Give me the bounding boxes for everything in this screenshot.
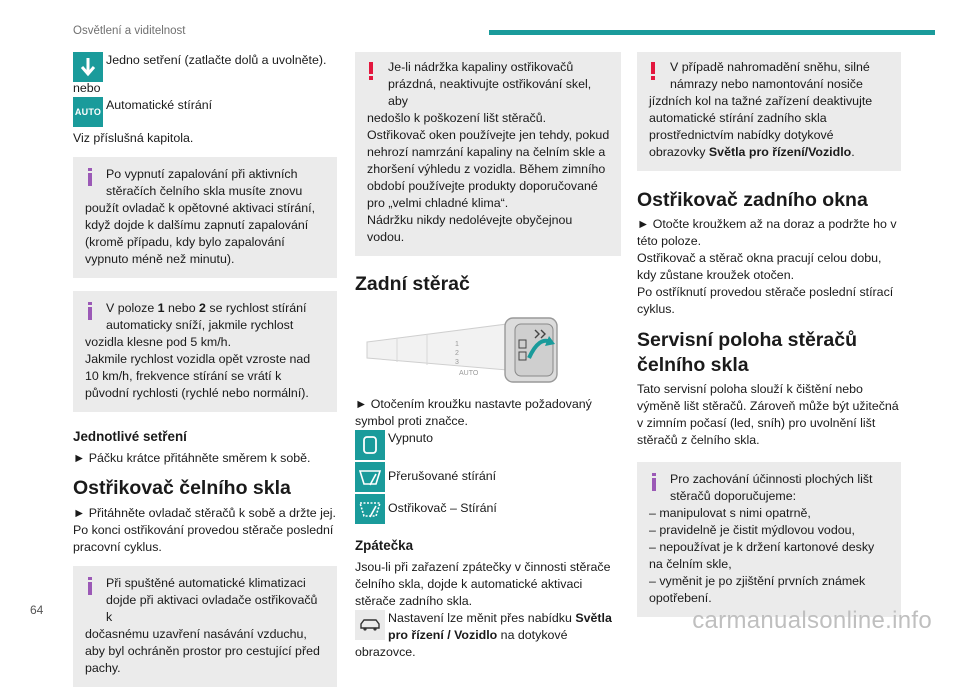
- auto-icon: AUTO: [73, 97, 103, 127]
- info-note-blades: [637, 462, 901, 617]
- info-note-1: [73, 157, 337, 278]
- heading-reverse-gear: Zpátečka: [355, 538, 414, 553]
- rear-washer-text-3: Po ostříknutí provedou stěrače poslední stírací cyklus.: [637, 285, 894, 316]
- intermittent-label: Přerušované stírání: [388, 469, 497, 483]
- washer-instruction: ► Přitáhněte ovladač stěračů k sobě a držte jej. Po konci ostřikování provedou stěrače poslední pracovní cyklus.: [73, 506, 336, 554]
- washer-wipe-row: [355, 494, 621, 524]
- rear-wiper-intermittent-icon: [355, 462, 385, 492]
- info-note-2: [73, 291, 337, 412]
- intermittent-row: [355, 462, 621, 492]
- info-icon: [651, 473, 657, 496]
- heading-service-position: Servisní poloha stěračů čelního skla: [637, 329, 857, 376]
- washer-wipe-label: Ostřikovač – Stírání: [388, 501, 497, 515]
- heading-rear-washer: Ostřikovač zadního okna: [637, 189, 868, 211]
- note3-rest: dočasnému uzavření nasávání vzduchu, aby byl ochráněn prostor pro cestující před pachy.: [85, 627, 320, 675]
- see-chapter-text: Viz příslušná kapitola.: [73, 131, 194, 145]
- single-wipe-text: Jedno setření (zatlačte dolů a uvolněte).: [106, 53, 327, 67]
- watermark: carmanualsonline.info: [692, 607, 932, 634]
- push-down-icon: [73, 52, 103, 82]
- column-2: [355, 52, 621, 661]
- stalk-mark-auto: AUTO: [459, 370, 479, 377]
- warn-fluid-first: Je-li nádržka kapaliny ostřikovačů prázdná, neaktivujte ostřikování skel, aby: [388, 60, 592, 108]
- settings-row: [355, 610, 621, 644]
- settings-text: Nastavení lze měnit přes nabídku Světla pro řízení / Vozidlo na dotykové: [388, 611, 612, 642]
- column-3: [637, 52, 901, 617]
- page-number: 64: [30, 603, 44, 617]
- info-note-3: [73, 566, 337, 687]
- note3-first: Při spuštěné automatické klimatizaci dojde při aktivaci ovladače ostřikovačů k: [106, 576, 318, 624]
- vehicle-menu-icon: [355, 610, 385, 640]
- warn-snow-rest: jízdních kol na tažné zařízení deaktivujte automatické stírání zadního skla prostřednictvím nabídky dotykové obrazovky Světla pro řízení/Vozidlo.: [649, 94, 873, 159]
- info-icon: [87, 577, 93, 600]
- stalk-mark-3: 3: [455, 359, 459, 366]
- rear-wiper-instruction: ► Otočením kroužku nastavte požadovaný symbol proti značce.: [355, 397, 592, 428]
- heading-windscreen-washer: Ostřikovač čelního skla: [73, 477, 291, 499]
- heading-single-wipe: Jednotlivé setření: [73, 429, 187, 444]
- warning-icon: [650, 62, 656, 85]
- page-header-bar: [489, 30, 935, 35]
- stalk-mark-2: 2: [455, 350, 459, 357]
- service-text: Tato servisní poloha slouží k čištění nebo výměně lišt stěračů. Zároveň může být užitečná v zimním počasí (led, sníh) pro uvolnění lišt stěračů z čelního skla.: [637, 382, 899, 447]
- settings-text-end: obrazovce.: [355, 645, 416, 659]
- blades-note-first: Pro zachování účinnosti plochých lišt stěračů doporučujeme:: [670, 472, 873, 503]
- rear-washer-text-1: ► Otočte kroužkem až na doraz a podržte ho v této poloze.: [637, 217, 897, 248]
- or-text: nebo: [73, 81, 101, 95]
- blades-note-item-2: – pravidelně je čistit mýdlovou vodou,: [649, 523, 855, 537]
- auto-wipe-text: Automatické stírání: [106, 98, 213, 112]
- blades-note-item-1: – manipulovat s nimi opatrně,: [649, 506, 811, 520]
- warning-note-fluid: [355, 52, 621, 256]
- note2-rest2: Jakmile rychlost vozidla opět vzroste nad 10 km/h, frekvence stírání se vrátí k původní rychlosti (rychlé nebo normální).: [85, 352, 311, 400]
- off-label: Vypnuto: [388, 431, 434, 445]
- auto-wipe-row: [73, 97, 337, 127]
- single-wipe-instruction: ► Páčku krátce přitáhněte směrem k sobě.: [73, 451, 311, 465]
- rear-wiper-stalk-illustration: [355, 310, 621, 390]
- warn-snow-first: V případě nahromadění sněhu, silné námrazy nebo namontování nosiče: [670, 60, 870, 91]
- column-1: [73, 52, 337, 687]
- off-row: [355, 430, 621, 460]
- info-icon: [87, 302, 93, 325]
- single-wipe-row: [73, 52, 337, 82]
- page-header-title: Osvětlení a viditelnost: [73, 25, 186, 37]
- note2-rest1: vozidla klesne pod 5 km/h.: [85, 335, 232, 349]
- warn-fluid-rest1: nedošlo k poškození lišt stěračů.: [367, 111, 547, 125]
- note2-first: V poloze 1 nebo 2 se rychlost stírání automaticky sníží, jakmile rychlost: [106, 301, 307, 332]
- warn-fluid-rest2: Ostřikovač oken používejte jen tehdy, pokud nehrozí namrzání kapaliny na čelním skle a zhoršení výhledu z vozidla. Během zimního období používejte produkty doporučované pro „velmi chladné klima“.: [367, 128, 610, 210]
- note1-first: Po vypnutí zapalování při aktivních stěračích čelního skla musíte znovu: [106, 167, 303, 198]
- info-icon: [87, 168, 93, 191]
- rear-washer-wipe-icon: [355, 494, 385, 524]
- reverse-text: Jsou-li při zařazení zpátečky v činnosti stěrače čelního skla, dojde k automatické aktivaci stěrače zadního skla.: [355, 560, 611, 608]
- warning-icon: [368, 62, 374, 85]
- warn-fluid-rest3: Nádržku nikdy nedolévejte obyčejnou vodou.: [367, 213, 573, 244]
- note1-rest: použít ovladač k opětovné aktivaci stírání, když dojde k dalšímu zapnutí zapalování (kromě případu, kdy bylo zapalování vypnuto méně než minutu).: [85, 201, 316, 266]
- rear-washer-text-2: Ostřikovač a stěrač okna pracují celou dobu, kdy zůstane kroužek otočen.: [637, 251, 882, 282]
- warning-note-snow: [637, 52, 901, 171]
- blades-note-item-3: – nepoužívat je k držení kartonové desky na čelním skle,: [649, 540, 875, 571]
- heading-rear-wiper: Zadní stěrač: [355, 273, 470, 295]
- rear-wiper-off-icon: [355, 430, 385, 460]
- stalk-mark-1: 1: [455, 341, 459, 348]
- blades-note-item-4: – vyměnit je po zjištění prvních známek opotřebení.: [649, 574, 866, 605]
